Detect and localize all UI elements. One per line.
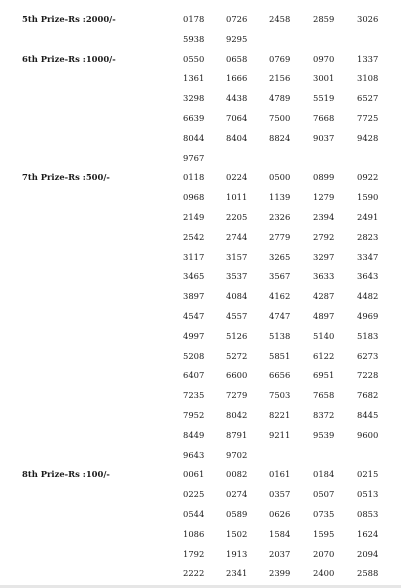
ticket-number: 9643	[183, 449, 205, 460]
ticket-number-row	[183, 153, 401, 173]
prize-heading: 8th Prize-Rs :100/-	[22, 469, 110, 480]
ticket-number: 3643	[357, 271, 379, 282]
ticket-number: 2341	[226, 568, 248, 579]
ticket-number: 0626	[269, 508, 291, 519]
ticket-number-row	[183, 271, 401, 291]
ticket-number: 1666	[226, 73, 248, 84]
ticket-number: 0118	[183, 172, 205, 183]
ticket-number: 1139	[269, 192, 291, 203]
ticket-number: 6122	[313, 350, 335, 361]
ticket-number: 1595	[313, 528, 335, 539]
ticket-number: 0225	[183, 489, 205, 500]
ticket-number: 1792	[183, 548, 205, 559]
ticket-number: 6600	[226, 370, 248, 381]
ticket-number: 6951	[313, 370, 335, 381]
ticket-number-row	[183, 133, 401, 153]
ticket-number-row	[183, 489, 401, 509]
ticket-number: 0550	[183, 53, 205, 64]
ticket-number-row	[183, 113, 401, 133]
prize-section	[0, 172, 401, 469]
ticket-number: 2792	[313, 231, 335, 242]
ticket-number: 2205	[226, 211, 248, 222]
ticket-number: 8042	[226, 409, 248, 420]
ticket-number: 7503	[269, 390, 291, 401]
ticket-number: 0544	[183, 508, 205, 519]
ticket-number-row	[183, 469, 401, 489]
ticket-number: 4084	[226, 291, 248, 302]
ticket-number: 4438	[226, 93, 248, 104]
ticket-number-row	[183, 390, 401, 410]
ticket-number-row	[183, 172, 401, 192]
ticket-number: 4897	[313, 310, 335, 321]
ticket-number-row	[183, 430, 401, 450]
ticket-number: 4969	[357, 310, 379, 321]
ticket-number: 2491	[357, 211, 379, 222]
ticket-number: 0899	[313, 172, 335, 183]
ticket-number: 3265	[269, 251, 291, 262]
ticket-number: 3108	[357, 73, 379, 84]
ticket-number-row	[183, 34, 401, 54]
ticket-number: 2156	[269, 73, 291, 84]
prize-heading: 7th Prize-Rs :500/-	[22, 172, 110, 183]
ticket-number: 3537	[226, 271, 248, 282]
ticket-number: 8791	[226, 429, 248, 440]
ticket-number: 5851	[269, 350, 291, 361]
ticket-number-row	[183, 192, 401, 212]
ticket-number: 0735	[313, 508, 335, 519]
ticket-number: 2326	[269, 211, 291, 222]
ticket-number-row	[183, 73, 401, 93]
ticket-number: 3001	[313, 73, 335, 84]
ticket-number: 2823	[357, 231, 379, 242]
ticket-number: 0178	[183, 14, 205, 24]
ticket-number: 6527	[357, 93, 379, 104]
prize-section	[0, 469, 401, 588]
ticket-number: 0922	[357, 172, 379, 183]
ticket-number: 1502	[226, 528, 248, 539]
prize-heading: 5th Prize-Rs :2000/-	[22, 14, 116, 24]
ticket-number: 8221	[269, 409, 291, 420]
ticket-number: 8372	[313, 409, 335, 420]
ticket-number: 2070	[313, 548, 335, 559]
ticket-number: 0970	[313, 53, 335, 64]
ticket-number: 5519	[313, 93, 335, 104]
prize-heading: 6th Prize-Rs :1000/-	[22, 53, 116, 64]
prize-section	[0, 0, 401, 54]
ticket-number: 2400	[313, 568, 335, 579]
ticket-number: 7500	[269, 112, 291, 123]
ticket-number: 5938	[183, 33, 205, 44]
ticket-number: 7668	[313, 112, 335, 123]
ticket-number-row	[183, 509, 401, 529]
ticket-number: 9539	[313, 429, 335, 440]
ticket-number: 4482	[357, 291, 379, 302]
ticket-number-row	[183, 232, 401, 252]
ticket-number: 2588	[357, 568, 379, 579]
ticket-number: 2779	[269, 231, 291, 242]
ticket-number: 0082	[226, 469, 248, 480]
ticket-number-row	[183, 410, 401, 430]
ticket-number: 9702	[226, 449, 248, 460]
ticket-number-row	[183, 14, 401, 34]
ticket-number: 3465	[183, 271, 205, 282]
ticket-number: 1279	[313, 192, 335, 203]
ticket-number: 2094	[357, 548, 379, 559]
ticket-number: 7725	[357, 112, 379, 123]
ticket-number: 0357	[269, 489, 291, 500]
ticket-number-grid	[183, 172, 401, 469]
ticket-number: 1584	[269, 528, 291, 539]
ticket-number: 9767	[183, 152, 205, 163]
ticket-number: 5138	[269, 330, 291, 341]
ticket-number: 9295	[226, 33, 248, 44]
ticket-number-row	[183, 370, 401, 390]
ticket-number: 0500	[269, 172, 291, 183]
ticket-number: 3633	[313, 271, 335, 282]
ticket-number: 9428	[357, 132, 379, 143]
ticket-number: 2399	[269, 568, 291, 579]
ticket-number: 7658	[313, 390, 335, 401]
ticket-number: 2859	[313, 14, 335, 24]
ticket-number: 3897	[183, 291, 205, 302]
ticket-number-row	[183, 331, 401, 351]
ticket-number: 8404	[226, 132, 248, 143]
ticket-number: 9211	[269, 429, 291, 440]
ticket-number: 0215	[357, 469, 379, 480]
ticket-number-row	[183, 351, 401, 371]
ticket-number: 7064	[226, 112, 248, 123]
ticket-number: 0968	[183, 192, 205, 203]
ticket-number-row	[183, 54, 401, 74]
ticket-number-row	[183, 252, 401, 272]
ticket-number: 1086	[183, 528, 205, 539]
ticket-number: 6639	[183, 112, 205, 123]
ticket-number: 0274	[226, 489, 248, 500]
ticket-number: 7228	[357, 370, 379, 381]
ticket-number: 5126	[226, 330, 248, 341]
ticket-number: 2542	[183, 231, 205, 242]
ticket-number: 0224	[226, 172, 248, 183]
ticket-number: 3117	[183, 251, 205, 262]
ticket-number-grid	[183, 14, 401, 54]
ticket-number: 2458	[269, 14, 291, 24]
ticket-number-grid	[183, 469, 401, 588]
ticket-number: 0589	[226, 508, 248, 519]
ticket-number: 3157	[226, 251, 248, 262]
ticket-number: 5272	[226, 350, 248, 361]
ticket-number-grid	[183, 54, 401, 173]
ticket-number: 6656	[269, 370, 291, 381]
ticket-number: 8044	[183, 132, 205, 143]
ticket-number: 3567	[269, 271, 291, 282]
ticket-number: 7682	[357, 390, 379, 401]
ticket-number: 5183	[357, 330, 379, 341]
ticket-number: 7952	[183, 409, 205, 420]
ticket-number: 0658	[226, 53, 248, 64]
ticket-number: 0507	[313, 489, 335, 500]
ticket-number: 1913	[226, 548, 248, 559]
ticket-number: 4287	[313, 291, 335, 302]
ticket-number: 3026	[357, 14, 379, 24]
ticket-number: 0161	[269, 469, 291, 480]
ticket-number: 8449	[183, 429, 205, 440]
ticket-number: 7279	[226, 390, 248, 401]
ticket-number-row	[183, 93, 401, 113]
ticket-number: 0726	[226, 14, 248, 24]
ticket-number: 6273	[357, 350, 379, 361]
ticket-number-row	[183, 291, 401, 311]
ticket-number-row	[183, 529, 401, 549]
ticket-number: 3298	[183, 93, 205, 104]
ticket-number: 4789	[269, 93, 291, 104]
ticket-number: 9600	[357, 429, 379, 440]
ticket-number: 7235	[183, 390, 205, 401]
ticket-number: 1011	[226, 192, 248, 203]
ticket-number: 1337	[357, 53, 379, 64]
ticket-number-row	[183, 311, 401, 331]
ticket-number: 0061	[183, 469, 205, 480]
ticket-number: 8445	[357, 409, 379, 420]
ticket-number-row	[183, 450, 401, 470]
ticket-number: 2222	[183, 568, 205, 579]
ticket-number: 2037	[269, 548, 291, 559]
ticket-number: 4547	[183, 310, 205, 321]
ticket-number: 8824	[269, 132, 291, 143]
prize-section	[0, 54, 401, 173]
ticket-number: 4997	[183, 330, 205, 341]
ticket-number: 5140	[313, 330, 335, 341]
ticket-number: 1624	[357, 528, 379, 539]
ticket-number: 2744	[226, 231, 248, 242]
ticket-number: 0513	[357, 489, 379, 500]
ticket-number: 2149	[183, 211, 205, 222]
ticket-number: 4557	[226, 310, 248, 321]
ticket-number: 5208	[183, 350, 205, 361]
ticket-number: 3297	[313, 251, 335, 262]
ticket-number-row	[183, 212, 401, 232]
ticket-number: 6407	[183, 370, 205, 381]
ticket-number-row	[183, 549, 401, 569]
ticket-number: 1590	[357, 192, 379, 203]
ticket-number: 0184	[313, 469, 335, 480]
ticket-number: 0853	[357, 508, 379, 519]
ticket-number: 2394	[313, 211, 335, 222]
ticket-number: 4162	[269, 291, 291, 302]
ticket-number: 9037	[313, 132, 335, 143]
ticket-number: 3347	[357, 251, 379, 262]
ticket-number: 1361	[183, 73, 205, 84]
ticket-number: 0769	[269, 53, 291, 64]
ticket-number: 4747	[269, 310, 291, 321]
